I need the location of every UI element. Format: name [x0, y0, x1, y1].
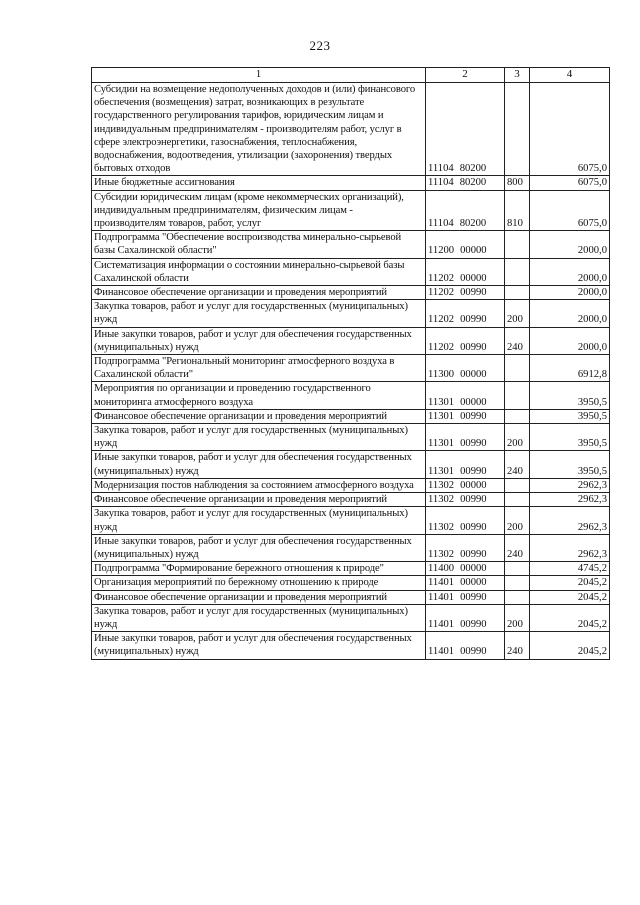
row-expense-type: 200 [505, 604, 530, 631]
row-code-direction: 00990 [460, 548, 487, 560]
row-amount: 6912,8 [530, 355, 610, 382]
row-expense-type: 200 [505, 507, 530, 534]
row-expense-type [505, 382, 530, 409]
row-amount: 2962,3 [530, 534, 610, 561]
row-code-program: 11302 [428, 548, 455, 560]
row-target-code [426, 258, 505, 285]
table-row [92, 493, 610, 507]
row-expense-type [505, 590, 530, 604]
table-row [92, 632, 610, 659]
row-code-direction: 00000 [460, 245, 487, 257]
row-target-code [426, 451, 505, 478]
row-expense-type [505, 286, 530, 300]
row-target-code [426, 562, 505, 576]
row-expense-type [505, 83, 530, 176]
column-number-2: 2 [426, 68, 505, 83]
row-name: Финансовое обеспечение организации и проведения мероприятий [92, 590, 426, 604]
table-row [92, 424, 610, 451]
budget-table-body [92, 68, 610, 660]
row-expense-type: 240 [505, 632, 530, 659]
row-code-program: 11401 [428, 646, 455, 658]
row-code-direction: 00990 [460, 314, 487, 326]
row-amount: 3950,5 [530, 424, 610, 451]
row-code-program: 11302 [428, 479, 455, 491]
row-expense-type: 800 [505, 176, 530, 190]
row-amount: 4745,2 [530, 562, 610, 576]
row-target-code [426, 327, 505, 354]
row-code-program: 11104 [428, 163, 454, 175]
row-expense-type: 200 [505, 424, 530, 451]
row-expense-type [505, 409, 530, 423]
row-code-program: 11301 [428, 396, 455, 408]
row-code-program: 11202 [428, 272, 455, 284]
row-target-code [426, 507, 505, 534]
row-amount: 3950,5 [530, 409, 610, 423]
row-amount: 6075,0 [530, 176, 610, 190]
row-code-program: 11301 [428, 438, 455, 450]
row-target-code [426, 300, 505, 327]
row-amount: 3950,5 [530, 382, 610, 409]
row-target-code [426, 382, 505, 409]
row-target-code [426, 590, 505, 604]
row-expense-type [505, 355, 530, 382]
row-target-code [426, 576, 505, 590]
row-name: Закупка товаров, работ и услуг для государственных (муниципальных) нужд [92, 424, 426, 451]
row-code-direction: 00990 [460, 591, 487, 603]
row-name: Финансовое обеспечение организации и проведения мероприятий [92, 286, 426, 300]
row-code-direction: 00990 [460, 465, 487, 477]
row-code-program: 11301 [428, 465, 455, 477]
column-number-1: 1 [92, 68, 426, 83]
row-name: Субсидии юридическим лицам (кроме некоммерческих организаций), индивидуальным предпринимателям, физическим лицам - производителям товаров, работ, услуг [92, 190, 426, 231]
row-code-program: 11401 [428, 591, 455, 603]
column-number-row [92, 68, 610, 83]
row-code-direction: 00990 [460, 646, 487, 658]
row-expense-type [505, 478, 530, 492]
row-amount: 2962,3 [530, 493, 610, 507]
row-code-program: 11202 [428, 341, 455, 353]
row-code-program: 11300 [428, 369, 455, 381]
row-expense-type: 240 [505, 327, 530, 354]
table-row [92, 83, 610, 176]
row-code-direction: 00990 [460, 287, 487, 299]
row-amount: 2045,2 [530, 604, 610, 631]
row-amount: 3950,5 [530, 451, 610, 478]
table-row [92, 604, 610, 631]
row-code-direction: 00000 [460, 369, 487, 381]
row-name: Иные закупки товаров, работ и услуг для обеспечения государственных (муниципальных) нужд [92, 632, 426, 659]
row-name: Иные закупки товаров, работ и услуг для обеспечения государственных (муниципальных) нужд [92, 534, 426, 561]
row-target-code [426, 355, 505, 382]
row-amount: 2962,3 [530, 478, 610, 492]
table-row [92, 507, 610, 534]
row-expense-type [505, 231, 530, 258]
table-row [92, 286, 610, 300]
table-row [92, 382, 610, 409]
row-code-direction: 00000 [460, 396, 487, 408]
table-row [92, 478, 610, 492]
row-target-code [426, 231, 505, 258]
row-code-direction: 80200 [459, 218, 487, 230]
row-code-program: 11104 [428, 177, 454, 189]
row-expense-type: 200 [505, 300, 530, 327]
row-code-program: 11401 [428, 577, 455, 589]
page-number: 223 [309, 38, 331, 53]
row-name: Мероприятия по организации и проведению государственного мониторинга атмосферного воздуха [92, 382, 426, 409]
row-target-code [426, 190, 505, 231]
table-row [92, 327, 610, 354]
row-expense-type [505, 493, 530, 507]
row-expense-type: 240 [505, 451, 530, 478]
row-name: Подпрограмма "Формирование бережного отношения к природе" [92, 562, 426, 576]
row-code-direction: 00990 [460, 494, 487, 506]
row-target-code [426, 534, 505, 561]
row-code-direction: 00990 [460, 410, 487, 422]
row-name: Организация мероприятий по бережному отношению к природе [92, 576, 426, 590]
row-code-direction: 00990 [460, 618, 487, 630]
table-row [92, 590, 610, 604]
row-code-direction: 00000 [460, 272, 487, 284]
row-amount: 2045,2 [530, 576, 610, 590]
row-name: Подпрограмма "Региональный мониторинг атмосферного воздуха в Сахалинской области" [92, 355, 426, 382]
row-expense-type: 810 [505, 190, 530, 231]
row-name: Финансовое обеспечение организации и проведения мероприятий [92, 493, 426, 507]
row-name: Систематизация информации о состоянии минерально-сырьевой базы Сахалинской области [92, 258, 426, 285]
table-row [92, 258, 610, 285]
row-code-direction: 00000 [460, 577, 487, 589]
column-number-3: 3 [505, 68, 530, 83]
row-amount: 6075,0 [530, 190, 610, 231]
row-amount: 2000,0 [530, 300, 610, 327]
row-name: Иные закупки товаров, работ и услуг для обеспечения государственных (муниципальных) нужд [92, 451, 426, 478]
row-expense-type [505, 258, 530, 285]
table-row [92, 176, 610, 190]
row-code-program: 11401 [428, 618, 455, 630]
row-code-program: 11202 [428, 314, 455, 326]
row-name: Закупка товаров, работ и услуг для государственных (муниципальных) нужд [92, 300, 426, 327]
row-code-program: 11302 [428, 521, 455, 533]
budget-table [91, 67, 610, 660]
row-code-program: 11302 [428, 494, 455, 506]
row-name: Закупка товаров, работ и услуг для государственных (муниципальных) нужд [92, 507, 426, 534]
table-row [92, 534, 610, 561]
row-target-code [426, 604, 505, 631]
row-target-code [426, 409, 505, 423]
row-name: Финансовое обеспечение организации и проведения мероприятий [92, 409, 426, 423]
row-amount: 2962,3 [530, 507, 610, 534]
row-code-direction: 80200 [459, 177, 487, 189]
table-row [92, 576, 610, 590]
row-expense-type: 240 [505, 534, 530, 561]
table-row [92, 409, 610, 423]
row-target-code [426, 424, 505, 451]
row-expense-type [505, 576, 530, 590]
row-amount: 2045,2 [530, 590, 610, 604]
row-code-direction: 00990 [460, 521, 487, 533]
table-row [92, 300, 610, 327]
row-name: Закупка товаров, работ и услуг для государственных (муниципальных) нужд [92, 604, 426, 631]
row-target-code [426, 176, 505, 190]
row-code-program: 11104 [428, 218, 454, 230]
row-amount: 2045,2 [530, 632, 610, 659]
row-code-program: 11400 [428, 563, 455, 575]
table-row [92, 451, 610, 478]
row-target-code [426, 286, 505, 300]
row-name: Иные бюджетные ассигнования [92, 176, 426, 190]
column-number-4: 4 [530, 68, 610, 83]
table-row [92, 231, 610, 258]
row-code-direction: 00990 [460, 341, 487, 353]
row-code-program: 11202 [428, 287, 455, 299]
row-code-direction: 80200 [459, 163, 487, 175]
row-name: Субсидии на возмещение недополученных доходов и (или) финансового обеспечения (возмещения) затрат, возникающих в результате государственного регулирования тарифов, юридическим лицам и индивидуальным предпринимателям - производителям работ, услуг в сфере электроэнергетики, газоснабжения, теплоснабжения, водоснабжения, водоотведения, утилизации (захоронения) твердых бытовых отходов [92, 83, 426, 176]
row-code-direction: 00990 [460, 438, 487, 450]
table-row [92, 355, 610, 382]
row-code-direction: 00000 [460, 479, 487, 491]
table-row [92, 190, 610, 231]
row-amount: 2000,0 [530, 231, 610, 258]
row-target-code [426, 632, 505, 659]
row-code-program: 11301 [428, 410, 455, 422]
row-name: Модернизация постов наблюдения за состоянием атмосферного воздуха [92, 478, 426, 492]
row-code-direction: 00000 [460, 563, 487, 575]
row-code-program: 11200 [428, 245, 455, 257]
row-amount: 2000,0 [530, 286, 610, 300]
row-amount: 2000,0 [530, 258, 610, 285]
row-expense-type [505, 562, 530, 576]
table-row [92, 562, 610, 576]
row-target-code [426, 493, 505, 507]
row-amount: 2000,0 [530, 327, 610, 354]
row-name: Подпрограмма "Обеспечение воспроизводства минерально-сырьевой базы Сахалинской области" [92, 231, 426, 258]
row-amount: 6075,0 [530, 83, 610, 176]
row-target-code [426, 478, 505, 492]
row-name: Иные закупки товаров, работ и услуг для обеспечения государственных (муниципальных) нужд [92, 327, 426, 354]
row-target-code [426, 83, 505, 176]
